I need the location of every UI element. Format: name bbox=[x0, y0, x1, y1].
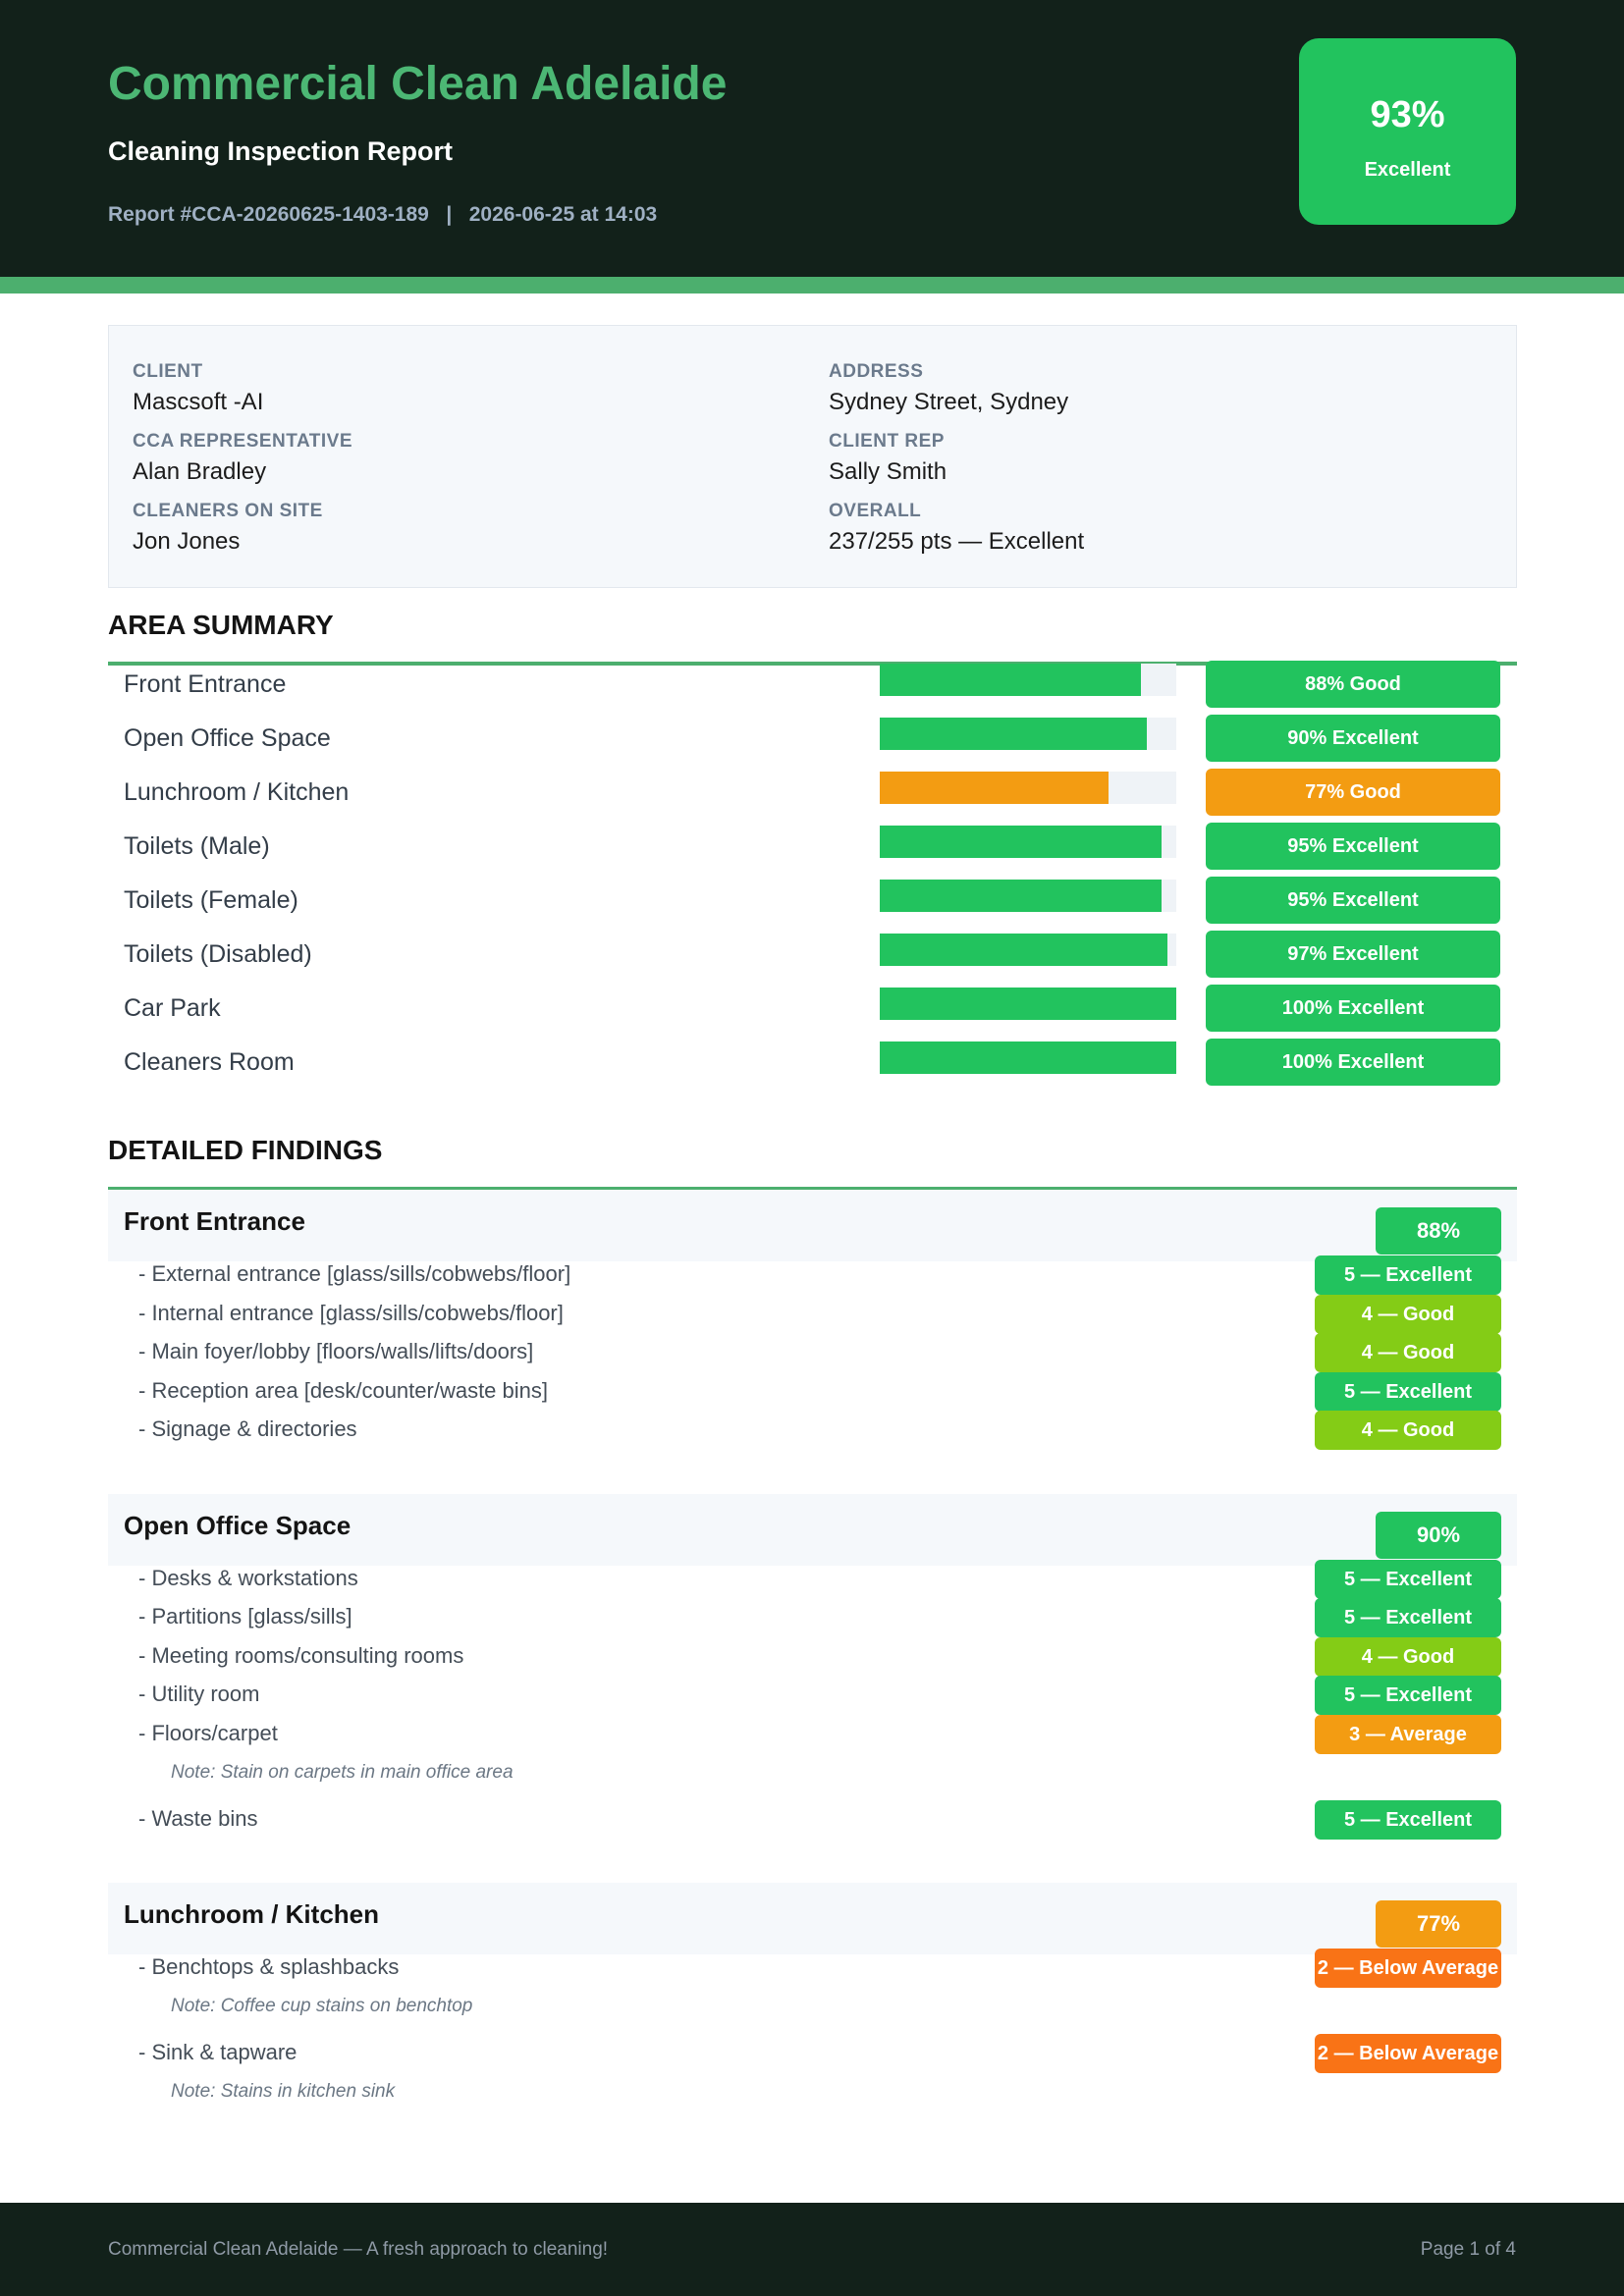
findings-item-name: - Desks & workstations bbox=[138, 1565, 358, 1590]
area-score-badge: 90% Excellent bbox=[1206, 715, 1500, 762]
findings-item-note: Note: Stain on carpets in main office area bbox=[171, 1761, 514, 1783]
findings-item-name: - Meeting rooms/consulting rooms bbox=[138, 1642, 464, 1668]
report-footer bbox=[0, 2203, 1624, 2296]
findings-item-row bbox=[108, 1637, 1517, 1677]
area-score-bar-track bbox=[880, 934, 1176, 966]
client-value: Mascsoft -AI bbox=[133, 389, 264, 415]
area-row bbox=[108, 715, 1517, 764]
area-name: Car Park bbox=[124, 994, 221, 1022]
detailed-findings-title: DETAILED FINDINGS bbox=[108, 1135, 383, 1165]
findings-item-name: - Benchtops & splashbacks bbox=[138, 1954, 400, 1979]
cleaners-value: Jon Jones bbox=[133, 528, 241, 555]
findings-item-row bbox=[108, 1800, 1517, 1840]
report-info-panel bbox=[108, 325, 1517, 588]
findings-item-rating-badge: 4 — Good bbox=[1315, 1333, 1501, 1372]
cca-rep-field bbox=[133, 431, 352, 486]
area-score-bar-track bbox=[880, 826, 1176, 858]
overall-score-percent: 93% bbox=[1370, 94, 1445, 135]
area-score-badge: 95% Excellent bbox=[1206, 823, 1500, 870]
findings-item-rating-badge: 4 — Good bbox=[1315, 1411, 1501, 1450]
findings-group-header bbox=[108, 1494, 1517, 1566]
findings-item-rating-badge: 4 — Good bbox=[1315, 1637, 1501, 1677]
area-score-bar-track bbox=[880, 718, 1176, 750]
findings-item-rating-badge: 5 — Excellent bbox=[1315, 1676, 1501, 1715]
findings-item-note: Note: Coffee cup stains on benchtop bbox=[171, 1996, 473, 2016]
area-score-bar-track bbox=[880, 880, 1176, 912]
client-label: CLIENT bbox=[133, 361, 203, 382]
findings-item-row bbox=[108, 1676, 1517, 1715]
page-number: Page 1 of 4 bbox=[1420, 2239, 1516, 2260]
area-score-bar-track bbox=[880, 772, 1176, 804]
findings-group-name: Front Entrance bbox=[124, 1206, 305, 1236]
findings-item-rating-badge: 2 — Below Average bbox=[1315, 1949, 1501, 1988]
findings-item-rating-badge: 5 — Excellent bbox=[1315, 1372, 1501, 1412]
footer-tagline: Commercial Clean Adelaide — A fresh approach to cleaning! bbox=[108, 2239, 609, 2260]
area-score-bar-track bbox=[880, 988, 1176, 1020]
cleaners-field bbox=[133, 501, 323, 556]
area-row bbox=[108, 823, 1517, 872]
area-score-bar-fill bbox=[880, 988, 1176, 1020]
company-name: Commercial Clean Adelaide bbox=[108, 58, 728, 110]
findings-item-name: - Utility room bbox=[138, 1682, 260, 1706]
area-score-bar-fill bbox=[880, 934, 1167, 966]
report-title: Cleaning Inspection Report bbox=[108, 136, 454, 166]
area-name: Front Entrance bbox=[124, 670, 287, 698]
cca-rep-label: CCA REPRESENTATIVE bbox=[133, 431, 353, 452]
findings-item-rating-badge: 5 — Excellent bbox=[1315, 1255, 1501, 1295]
area-score-bar-fill bbox=[880, 880, 1162, 912]
area-row bbox=[108, 877, 1517, 926]
findings-item-rating-badge: 5 — Excellent bbox=[1315, 1598, 1501, 1637]
cca-rep-value: Alan Bradley bbox=[133, 458, 267, 485]
area-row bbox=[108, 931, 1517, 980]
client-rep-field bbox=[829, 431, 947, 486]
address-field bbox=[829, 361, 1068, 416]
findings-item-name: - Waste bins bbox=[138, 1805, 258, 1831]
area-name: Cleaners Room bbox=[124, 1048, 295, 1076]
cleaners-label: CLEANERS ON SITE bbox=[133, 501, 323, 521]
findings-group-score-badge: 90% bbox=[1376, 1512, 1501, 1559]
area-score-badge: 100% Excellent bbox=[1206, 1039, 1500, 1086]
area-row bbox=[108, 769, 1517, 818]
findings-item-rating-badge: 4 — Good bbox=[1315, 1295, 1501, 1334]
findings-item-rating-badge: 5 — Excellent bbox=[1315, 1800, 1501, 1840]
overall-label: OVERALL bbox=[829, 501, 922, 521]
findings-group-score-badge: 88% bbox=[1376, 1207, 1501, 1255]
address-label: ADDRESS bbox=[829, 361, 924, 382]
area-score-bar-fill bbox=[880, 718, 1147, 750]
findings-item-row bbox=[108, 1949, 1517, 1988]
findings-item-row bbox=[108, 1255, 1517, 1295]
findings-item-row bbox=[108, 1560, 1517, 1599]
area-name: Toilets (Male) bbox=[124, 832, 270, 860]
area-score-bar-fill bbox=[880, 664, 1141, 696]
findings-item-row bbox=[108, 1411, 1517, 1450]
area-row bbox=[108, 1039, 1517, 1088]
area-score-bar-fill bbox=[880, 1041, 1176, 1074]
findings-item-row bbox=[108, 1295, 1517, 1334]
area-score-badge: 88% Good bbox=[1206, 661, 1500, 708]
findings-group-name: Lunchroom / Kitchen bbox=[124, 1899, 379, 1929]
findings-group-header bbox=[108, 1883, 1517, 1954]
overall-field bbox=[829, 501, 1084, 556]
client-field bbox=[133, 361, 263, 416]
findings-item-name: - Sink & tapware bbox=[138, 2040, 298, 2064]
report-header bbox=[0, 0, 1624, 277]
area-summary-title: AREA SUMMARY bbox=[108, 610, 334, 640]
findings-group-score-badge: 77% bbox=[1376, 1900, 1501, 1948]
area-name: Lunchroom / Kitchen bbox=[124, 778, 350, 806]
area-row bbox=[108, 985, 1517, 1034]
overall-value: 237/255 pts — Excellent bbox=[829, 528, 1085, 555]
findings-item-rating-badge: 2 — Below Average bbox=[1315, 2034, 1501, 2073]
findings-item-name: - Internal entrance [glass/sills/cobwebs/floor] bbox=[138, 1300, 564, 1325]
overall-score-label: Excellent bbox=[1364, 159, 1451, 181]
area-score-badge: 100% Excellent bbox=[1206, 985, 1500, 1032]
findings-item-name: - Main foyer/lobby [floors/walls/lifts/doors] bbox=[138, 1339, 534, 1363]
client-rep-label: CLIENT REP bbox=[829, 431, 945, 452]
overall-score-badge bbox=[1299, 38, 1516, 225]
findings-group-name: Open Office Space bbox=[124, 1510, 352, 1540]
area-name: Open Office Space bbox=[124, 724, 331, 752]
findings-item-rating-badge: 3 — Average bbox=[1315, 1715, 1501, 1754]
area-score-bar-track bbox=[880, 1041, 1176, 1074]
findings-item-note: Note: Stains in kitchen sink bbox=[171, 2081, 396, 2102]
findings-item-row bbox=[108, 2034, 1517, 2073]
findings-item-name: - Signage & directories bbox=[138, 1416, 357, 1441]
area-row bbox=[108, 661, 1517, 710]
area-score-badge: 95% Excellent bbox=[1206, 877, 1500, 924]
area-score-badge: 97% Excellent bbox=[1206, 931, 1500, 978]
area-score-bar-track bbox=[880, 664, 1176, 696]
findings-item-rating-badge: 5 — Excellent bbox=[1315, 1560, 1501, 1599]
findings-item-name: - Reception area [desk/counter/waste bins] bbox=[138, 1377, 549, 1403]
area-score-bar-fill bbox=[880, 772, 1109, 804]
area-name: Toilets (Female) bbox=[124, 886, 298, 914]
area-name: Toilets (Disabled) bbox=[124, 940, 312, 968]
area-score-badge: 77% Good bbox=[1206, 769, 1500, 816]
findings-item-row bbox=[108, 1372, 1517, 1412]
client-rep-value: Sally Smith bbox=[829, 458, 947, 485]
findings-item-row bbox=[108, 1333, 1517, 1372]
area-score-bar-fill bbox=[880, 826, 1162, 858]
findings-item-name: - Floors/carpet bbox=[138, 1720, 278, 1745]
findings-item-row bbox=[108, 1715, 1517, 1754]
report-meta: Report #CCA-20260625-1403-189 | 2026-06-25 at 14:03 bbox=[108, 203, 658, 226]
header-accent-stripe bbox=[0, 277, 1624, 294]
findings-item-row bbox=[108, 1598, 1517, 1637]
address-value: Sydney Street, Sydney bbox=[829, 389, 1069, 415]
findings-item-name: - Partitions [glass/sills] bbox=[138, 1604, 352, 1629]
findings-item-name: - External entrance [glass/sills/cobwebs/floor] bbox=[138, 1261, 571, 1286]
findings-group-header bbox=[108, 1190, 1517, 1261]
